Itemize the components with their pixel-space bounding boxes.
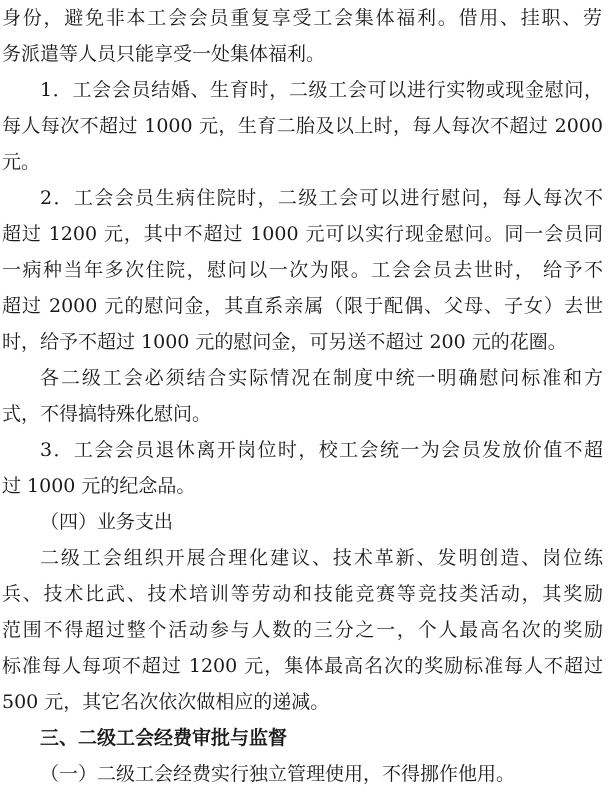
paragraph-line: 1．工会会员结婚、生育时，二级工会可以进行实物或现金慰问， bbox=[40, 79, 603, 101]
paragraph-line: 各二级工会必须结合实际情况在制度中统一明确慰问标准和方 bbox=[40, 367, 603, 389]
paragraph-line: （一）二级工会经费实行独立管理使用，不得挪作他用。 bbox=[40, 763, 516, 785]
paragraph-line: 2．工会会员生病住院时，二级工会可以进行慰问，每人每次不 bbox=[40, 187, 603, 209]
paragraph-line: 式，不得搞特殊化慰问。 bbox=[2, 403, 212, 425]
paragraph-line: 超过 2000 元的慰问金，其直系亲属（限于配偶、父母、子女）去世 bbox=[2, 295, 603, 317]
paragraph-line: 过 1000 元的纪念品。 bbox=[2, 475, 196, 497]
section-heading: 三、二级工会经费审批与监督 bbox=[40, 727, 288, 749]
paragraph-line: 二级工会组织开展合理化建议、技术革新、发明创造、岗位练 bbox=[40, 547, 603, 569]
paragraph-line: 500 元，其它名次依次做相应的递减。 bbox=[2, 691, 330, 713]
paragraph-line: 务派遣等人员只能享受一处集体福利。 bbox=[2, 43, 326, 65]
paragraph-line: 一病种当年多次住院，慰问以一次为限。工会会员去世时， 给予不 bbox=[2, 259, 603, 281]
paragraph-line: 3．工会会员退休离开岗位时，校工会统一为会员发放价值不超 bbox=[40, 439, 603, 461]
paragraph-line: 元。 bbox=[2, 151, 41, 173]
paragraph-line: 范围不得超过整个活动参与人数的三分之一，个人最高名次的奖励 bbox=[2, 619, 603, 641]
paragraph-line: 时，给予不超过 1000 元的慰问金，可另送不超过 200 元的花圈。 bbox=[2, 331, 567, 353]
paragraph-line: 兵、技术比武、技术培训等劳动和技能竞赛等竞技类活动，其奖励 bbox=[2, 583, 603, 605]
section-subheading: （四）业务支出 bbox=[40, 511, 174, 533]
paragraph-line: 标准每人每项不超过 1200 元，集体最高名次的奖励标准每人不超过 bbox=[2, 655, 603, 677]
paragraph-line: 身份，避免非本工会会员重复享受工会集体福利。借用、挂职、劳 bbox=[2, 7, 602, 29]
paragraph-line: 超过 1200 元，其中不超过 1000 元可以实行现金慰问。同一会员同 bbox=[2, 223, 603, 245]
paragraph-line: 每人每次不超过 1000 元，生育二胎及以上时，每人每次不超过 2000 bbox=[2, 115, 603, 137]
